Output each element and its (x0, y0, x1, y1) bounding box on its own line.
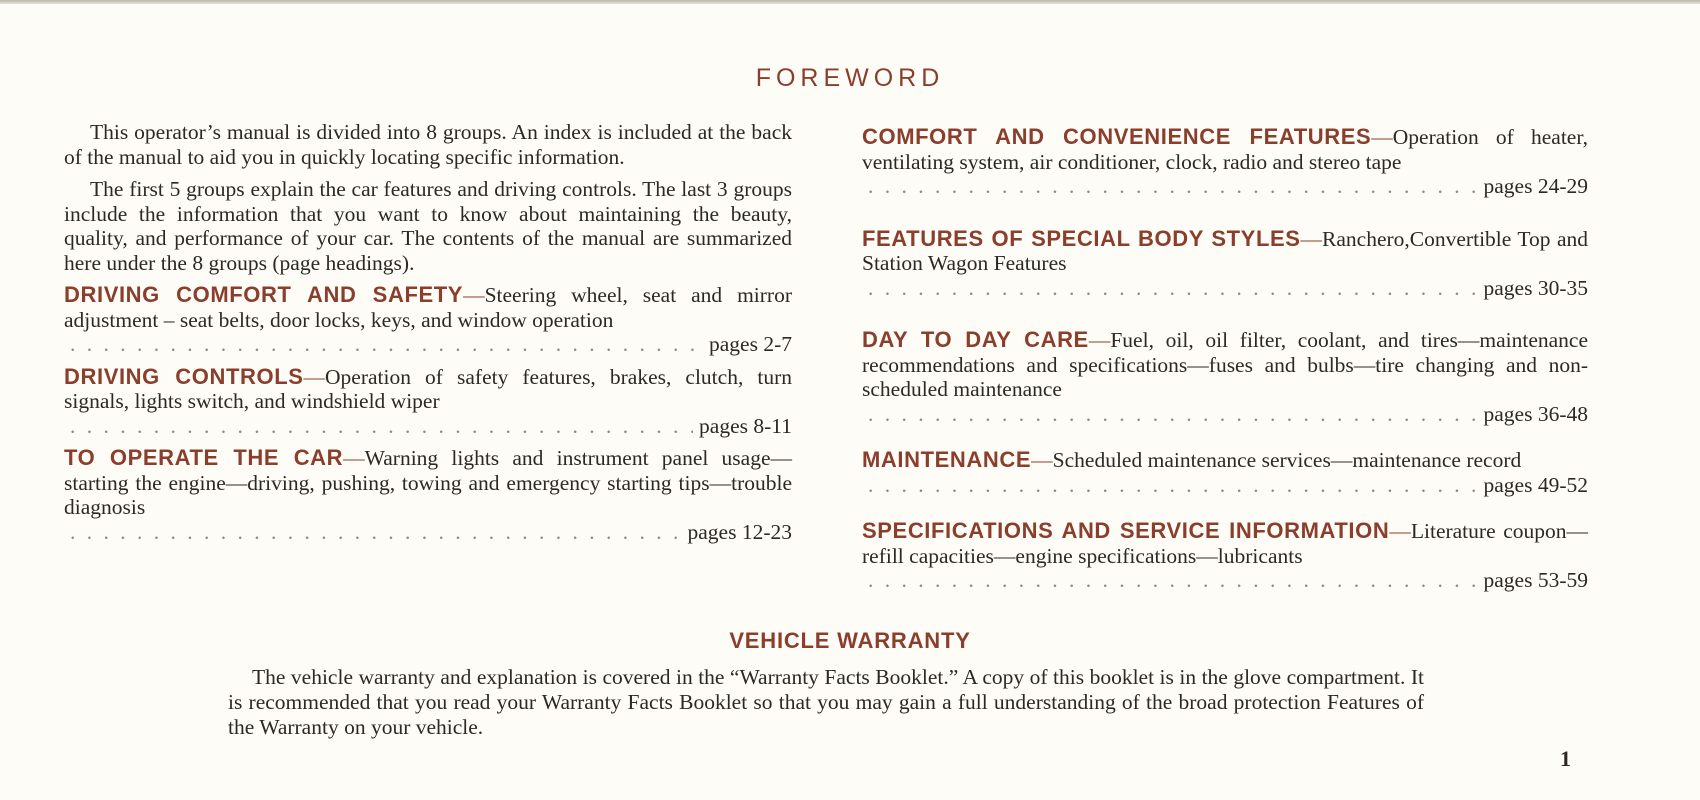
dot-leader (868, 568, 1478, 593)
section-description: Steering wheel, seat and mirror adjustment – seat belts, door locks, keys, and window operation (64, 283, 792, 332)
warranty-text: The vehicle warranty and explanation is covered in the “Warranty Facts Booklet.” A copy of this booklet is in the glove compartment. It is recommended that you read your Warranty Facts Booklet so that you may gain a full understanding of the broad protection Features of the Warranty on your vehicle. (228, 665, 1424, 739)
section-specifications-service (862, 519, 1588, 593)
section-heading: COMFORT AND CONVENIENCE FEATURES (862, 124, 1372, 149)
intro-paragraph-2: The first 5 groups explain the car features and driving controls. The last 3 groups include the information that you want to know about maintaining the beauty, quality, and performance of your car. The contents of the manual are summarized here under the 8 groups (page headings). (64, 177, 792, 275)
section-description: Fuel, oil, oil filter, coolant, and tires—maintenance recommendations and specifications—fuses and bulbs—tire changing and non-scheduled maintenance (862, 328, 1588, 401)
section-comfort-convenience (862, 125, 1588, 199)
dot-leader (868, 276, 1478, 301)
page-reference-line (64, 520, 792, 545)
section-maintenance (862, 448, 1588, 497)
warranty-heading: VEHICLE WARRANTY (729, 628, 971, 653)
left-column (64, 120, 792, 544)
page-range: pages 2-7 (709, 332, 792, 356)
section-description: Warning lights and instrument panel usage—starting the engine—driving, pushing, towing and emergency starting tips—trouble diagnosis (64, 446, 792, 519)
section-separator: — (303, 364, 326, 389)
warranty-paragraph (228, 665, 1424, 740)
page-reference-line (862, 402, 1588, 427)
section-separator: — (1300, 226, 1323, 251)
section-description: Operation of heater, ventilating system, air conditioner, clock, radio and stereo tape (862, 125, 1589, 174)
section-description: Scheduled maintenance services—maintenance record (1052, 448, 1522, 472)
dot-leader (868, 402, 1478, 427)
section-heading: FEATURES OF SPECIAL BODY STYLES (862, 225, 1301, 251)
section-heading: SPECIFICATIONS AND SERVICE INFORMATION (862, 518, 1390, 543)
section-separator: — (1389, 519, 1411, 543)
page-range: pages 53-59 (1483, 568, 1588, 592)
section-heading: TO OPERATE THE CAR (64, 445, 344, 470)
page-number: 1 (1560, 746, 1571, 771)
page-reference-line (64, 332, 792, 357)
page-reference-line (862, 568, 1588, 593)
section-separator: — (463, 283, 485, 307)
page-reference-line (862, 276, 1588, 301)
page-range: pages 30-35 (1483, 275, 1588, 300)
section-description: Ranchero,Convertible Top and Station Wagon Features (862, 226, 1589, 275)
dot-leader (70, 414, 693, 439)
page-range: pages 49-52 (1483, 472, 1588, 497)
intro-paragraph-1: This operator’s manual is divided into 8 groups. An index is included at the back of the manual to aid you in quickly locating specific information. (64, 120, 792, 169)
page-range: pages 36-48 (1483, 401, 1588, 426)
section-description: Literature coupon—refill capacities—engine specifications—lubricants (862, 519, 1589, 568)
section-driving-comfort-safety (64, 283, 792, 357)
top-edge-rule (0, 0, 1700, 4)
section-description: Operation of safety features, brakes, clutch, turn signals, lights switch, and windshield wiper (64, 364, 793, 413)
page-reference-line (862, 174, 1588, 199)
section-separator: — (1371, 125, 1393, 149)
page-range: pages 12-23 (687, 519, 792, 544)
dot-leader (70, 520, 682, 545)
page-title: FOREWORD (755, 64, 945, 92)
section-heading: DAY TO DAY CARE (862, 327, 1089, 352)
right-column (862, 125, 1588, 593)
page-reference-line (862, 473, 1588, 498)
section-to-operate-the-car (64, 446, 792, 544)
section-driving-controls (64, 365, 792, 439)
page-range: pages 24-29 (1483, 174, 1588, 198)
dot-leader (868, 473, 1478, 498)
section-heading: DRIVING COMFORT AND SAFETY (64, 282, 464, 307)
section-special-body-styles (862, 227, 1588, 301)
page-reference-line (64, 414, 792, 439)
dot-leader (868, 174, 1478, 199)
section-heading: DRIVING CONTROLS (64, 363, 304, 389)
section-separator: — (1088, 328, 1111, 352)
section-separator: — (1031, 448, 1053, 472)
section-day-to-day-care (862, 328, 1588, 426)
section-heading: MAINTENANCE (862, 447, 1032, 472)
page-range: pages 8-11 (699, 413, 792, 438)
dot-leader (70, 332, 703, 357)
section-separator: — (343, 446, 365, 470)
